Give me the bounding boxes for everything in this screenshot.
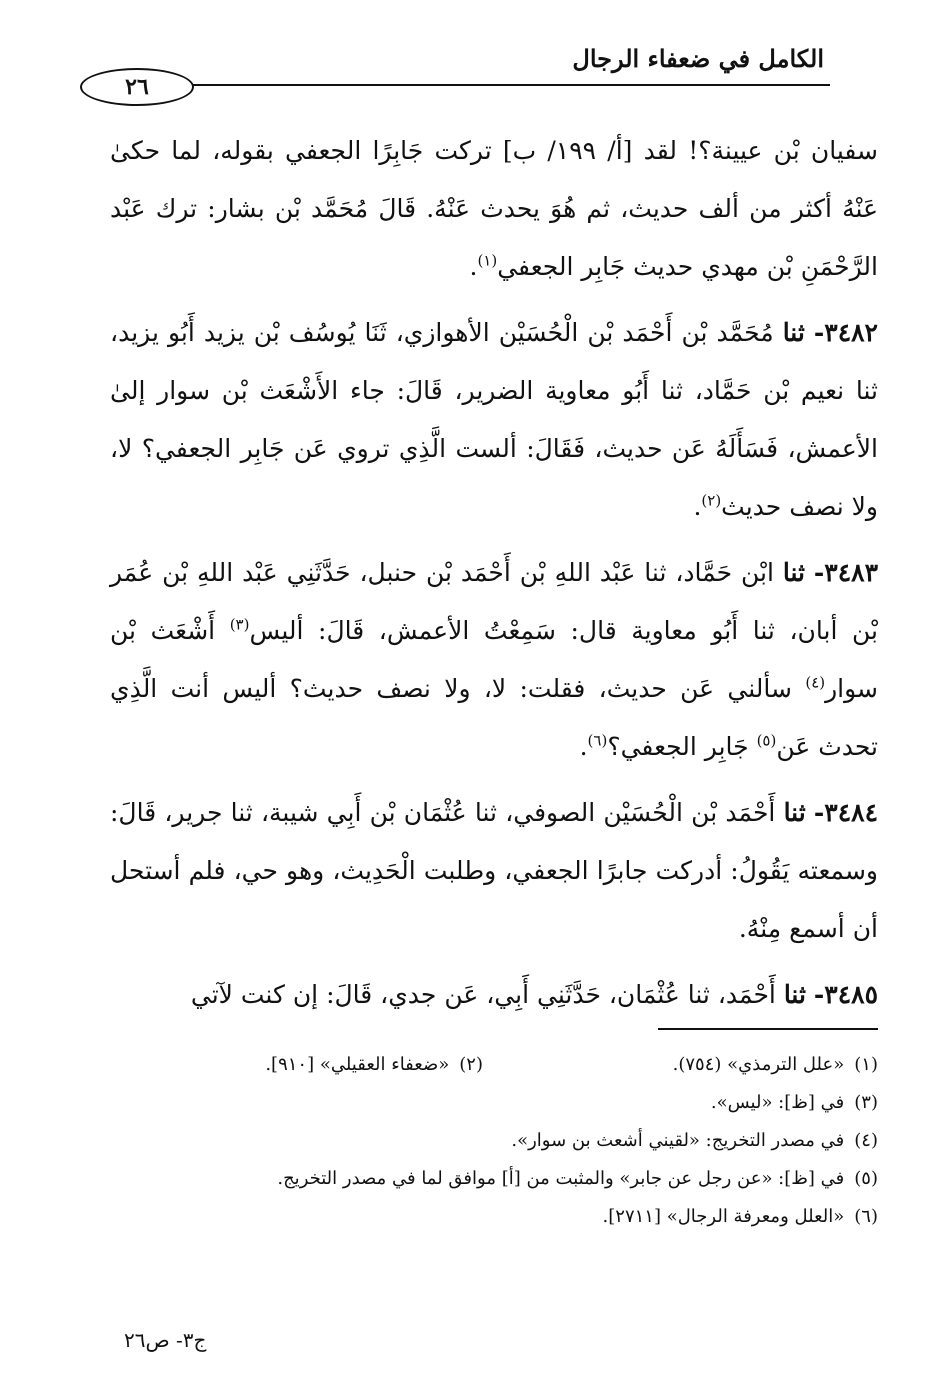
footnote-2 [88,1046,483,1084]
paragraph [110,304,878,536]
paragraph [110,966,878,1024]
paragraph-number: ٣٤٨٢- [813,318,878,347]
footnote-5 [88,1160,878,1198]
paragraph [110,784,878,958]
paragraph [110,122,878,296]
footnote-text: في [ظ]: «عن رجل عن جابر» والمثبت من [أ] موافق لما في مصدر التخريج. [277,1168,845,1189]
volume-page-reference: ج٣- ص٢٦ [124,1328,207,1352]
text-segment: . [579,732,588,761]
footnote-text: «علل الترمذي» (٧٥٤). [672,1054,845,1075]
footnote-separator [658,1028,878,1030]
paragraph [110,544,878,776]
running-header [80,36,850,100]
text-segment: ابْن حَمَّاد، ثنا عَبْد اللهِ بْن أَحْمَد بْن حنبل، حَدَّثَنِي عَبْد اللهِ بْن عُمَر بْن أبان، ثنا أَبُو معاوية قال: سَمِعْتُ الأعمش، قَالَ: أليس [110,558,878,645]
footnote-reference: (٤) [805,673,826,692]
text-segment: مُحَمَّد بْن أَحْمَد بْن الْحُسَيْن الأهوازي، ثَنَا يُوسُف بْن يزيد أَبُو يزيد، ثنا نعيم بْن حَمَّاد، ثنا أَبُو معاوية الضرير، قَالَ: جاء الأَشْعَث بْن سوار إلىٰ الأعمش، فَسَأَلَهُ عَن حديث، فَقَالَ: ألست الَّذِي تروي عَن جَابِر الجعفي؟ لا، ولا نصف حديث [110,318,878,521]
footnote-6 [88,1198,878,1236]
text-segment: جَابِر الجعفي؟ [607,732,757,761]
footnote-reference: (١) [477,251,498,270]
chain-keyword: ثنا [782,558,805,587]
text-segment: أَشْعَث بْن سوار [110,616,878,703]
chain-keyword: ثنا [782,318,805,347]
text-segment: سفيان بْن عيينة؟! لقد [أ/ ١٩٩/ ب] تركت جَابِرًا الجعفي بقوله، لما حكىٰ عَنْهُ أكثر من ألف حديث، ثم هُوَ يحدث عَنْهُ. قَالَ مُحَمَّد بْن بشار: ترك عَبْد الرَّحْمَنِ بْن مهدي حديث جَابِر الجعفي [110,136,878,281]
footnote-text: «العلل ومعرفة الرجال» [٢٧١١]. [602,1206,845,1227]
footnote-number: (٥) [854,1168,878,1189]
text-segment: أَحْمَد بْن الْحُسَيْن الصوفي، ثنا عُثْمَان بْن أَبِي شيبة، ثنا جرير، قَالَ: وسمعته يَقُولُ: أدركت جابرًا الجعفي، وطلبت الْحَدِيث، وهو حي، فلم أستحل أن أسمع مِنْهُ. [110,798,878,943]
paragraph-number: ٣٤٨٥- [813,980,878,1009]
footnote-3 [88,1084,878,1122]
footnote-number: (٣) [854,1092,878,1113]
footnote-number: (١) [854,1054,878,1075]
text-segment: أَحْمَد، ثنا عُثْمَان، حَدَّثَنِي أَبِي، عَن جدي، قَالَ: إن كنت لآتي [190,980,784,1009]
footnote-number: (٦) [854,1206,878,1227]
text-segment: سألني عَن حديث، فقلت: لا، ولا نصف حديث؟ أليس أنت الَّذِي تحدث عَن [110,674,878,761]
footnote-number: (٢) [459,1054,483,1075]
footnote-reference: (٥) [756,731,777,750]
footnotes [88,1046,878,1236]
header-rule [110,84,830,86]
text-segment: . [469,252,478,281]
footnote-reference: (٦) [587,731,608,750]
footnote-row [88,1046,878,1084]
footnote-1 [483,1046,878,1084]
footnote-number: (٤) [854,1130,878,1151]
chain-keyword: ثنا [783,980,806,1009]
paragraph-number: ٣٤٨٣- [813,558,878,587]
footnote-reference: (٢) [701,491,722,510]
text-segment: . [693,492,702,521]
footnote-text: في مصدر التخريج: «لقيني أشعث بن سوار». [511,1130,845,1151]
main-text [110,122,878,1032]
footnote-text: «ضعفاء العقيلي» [٩١٠]. [265,1054,450,1075]
footnote-text: في [ظ]: «ليس». [710,1092,845,1113]
footnote-reference: (٣) [229,615,250,634]
chain-keyword: ثنا [783,798,806,827]
paragraph-number: ٣٤٨٤- [813,798,878,827]
book-title: الكامل في ضعفاء الرجال [572,44,824,73]
footnote-4 [88,1122,878,1160]
page-number: ٢٦ [80,68,194,106]
